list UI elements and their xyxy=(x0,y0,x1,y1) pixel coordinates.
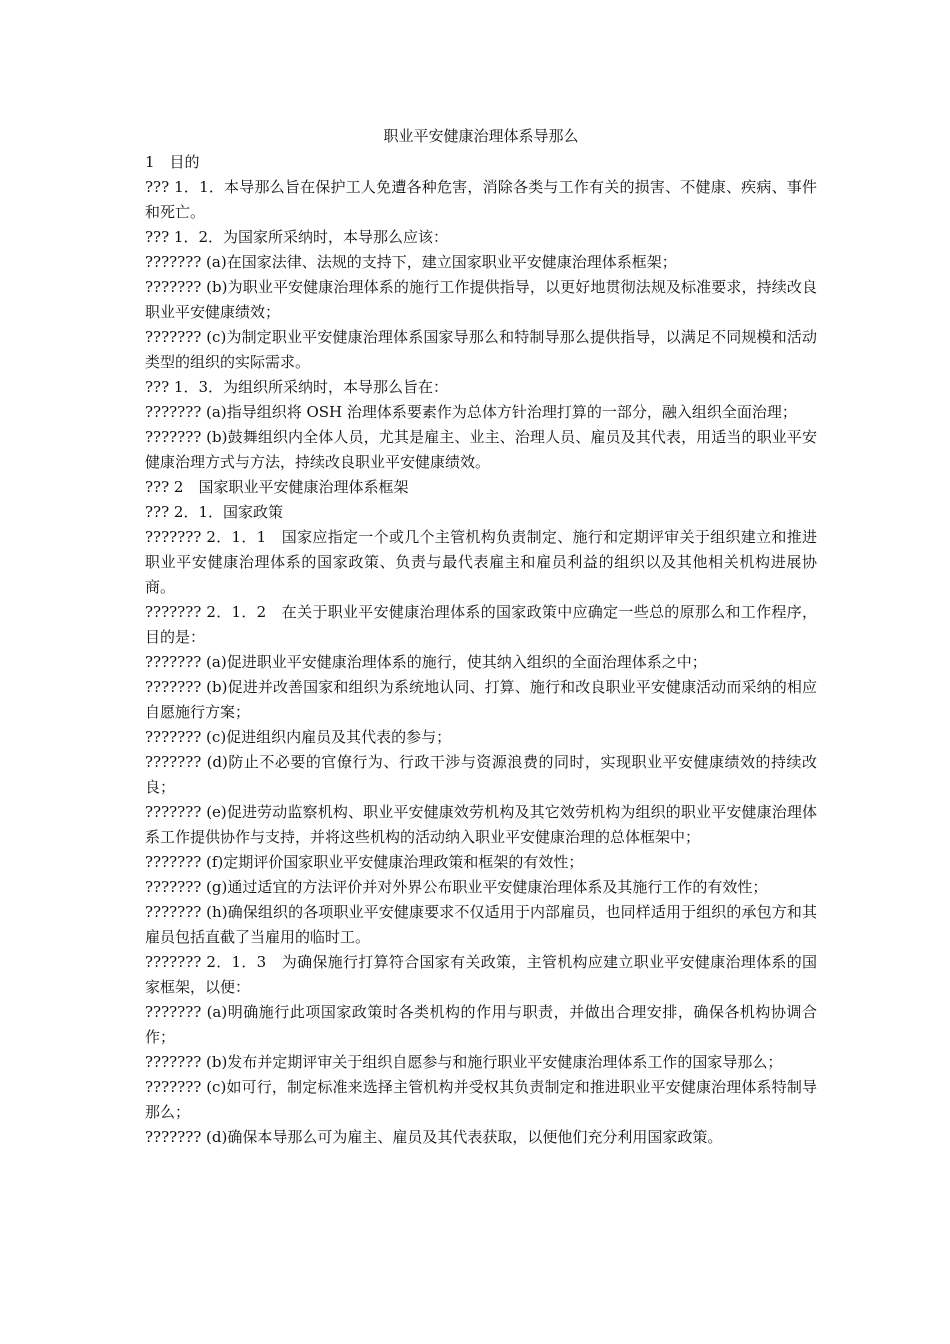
paragraph-25: ??????? (c)如可行，制定标准来选择主管机构并受权其负责制定和推进职业平安健康治理体系特制导那么； xyxy=(145,1078,817,1121)
paragraph-11: ??? 2．1．国家政策 xyxy=(145,503,283,521)
paragraph-26: ??????? (d)确保本导那么可为雇主、雇员及其代表获取，以便他们充分利用国家政策。 xyxy=(145,1128,723,1146)
paragraph-14: ??????? (a)促进职业平安健康治理体系的施行，使其纳入组织的全面治理体系之中； xyxy=(145,653,707,671)
paragraph-9: ??????? (b)鼓舞组织内全体人员，尤其是雇主、业主、治理人员、雇员及其代表，用适当的职业平安健康治理方式与方法，持续改良职业平安健康绩效。 xyxy=(145,428,817,471)
paragraph-13: ??????? 2．1．2 在关于职业平安健康治理体系的国家政策中应确定一些总的原那么和工作程序，目的是： xyxy=(145,603,817,646)
paragraph-17: ??????? (d)防止不必要的官僚行为、行政干涉与资源浪费的同时，实现职业平安健康绩效的持续改良； xyxy=(145,753,817,796)
paragraph-3: ??? 1．2．为国家所采纳时，本导那么应该： xyxy=(145,228,448,246)
paragraph-1: 1 目的 xyxy=(145,153,200,171)
paragraph-20: ??????? (g)通过适宜的方法评价并对外界公布职业平安健康治理体系及其施行工作的有效性； xyxy=(145,878,768,896)
paragraph-16: ??????? (c)促进组织内雇员及其代表的参与； xyxy=(145,728,452,746)
paragraph-12: ??????? 2．1．1 国家应指定一个或几个主管机构负责制定、施行和定期评审关于组织建立和推进职业平安健康治理体系的国家政策、负责与最代表雇主和雇员利益的组织以及其他相关机构进展协商。 xyxy=(145,528,817,596)
paragraph-21: ??????? (h)确保组织的各项职业平安健康要求不仅适用于内部雇员，也同样适用于组织的承包方和其雇员包括直截了当雇用的临时工。 xyxy=(145,903,817,946)
document-body xyxy=(145,124,817,1150)
paragraph-19: ??????? (f)定期评价国家职业平安健康治理政策和框架的有效性； xyxy=(145,853,584,871)
paragraph-6: ??????? (c)为制定职业平安健康治理体系国家导那么和特制导那么提供指导，以满足不同规模和活动类型的组织的实际需求。 xyxy=(145,328,817,371)
paragraph-24: ??????? (b)发布并定期评审关于组织自愿参与和施行职业平安健康治理体系工作的国家导那么； xyxy=(145,1053,783,1071)
paragraph-10: ??? 2 国家职业平安健康治理体系框架 xyxy=(145,478,409,496)
paragraph-22: ??????? 2．1．3 为确保施行打算符合国家有关政策，主管机构应建立职业平安健康治理体系的国家框架，以便： xyxy=(145,953,817,996)
paragraph-2: ??? 1．1．本导那么旨在保护工人免遭各种危害，消除各类与工作有关的损害、不健康、疾病、事件和死亡。 xyxy=(145,178,817,221)
paragraph-7: ??? 1．3．为组织所采纳时，本导那么旨在： xyxy=(145,378,448,396)
document-title: 职业平安健康治理体系导那么 xyxy=(383,127,579,145)
paragraph-5: ??????? (b)为职业平安健康治理体系的施行工作提供指导，以更好地贯彻法规及标准要求，持续改良职业平安健康绩效； xyxy=(145,278,817,321)
paragraph-18: ??????? (e)促进劳动监察机构、职业平安健康效劳机构及其它效劳机构为组织的职业平安健康治理体系工作提供协作与支持，并将这些机构的活动纳入职业平安健康治理的总体框架中； xyxy=(145,803,817,846)
paragraph-23: ??????? (a)明确施行此项国家政策时各类机构的作用与职责，并做出合理安排，确保各机构协调合作； xyxy=(145,1003,817,1046)
paragraph-4: ??????? (a)在国家法律、法规的支持下，建立国家职业平安健康治理体系框架； xyxy=(145,253,677,271)
paragraph-8: ??????? (a)指导组织将 OSH 治理体系要素作为总体方针治理打算的一部分，融入组织全面治理； xyxy=(145,403,797,421)
paragraph-15: ??????? (b)促进并改善国家和组织为系统地认同、打算、施行和改良职业平安健康活动而采纳的相应自愿施行方案； xyxy=(145,678,817,721)
